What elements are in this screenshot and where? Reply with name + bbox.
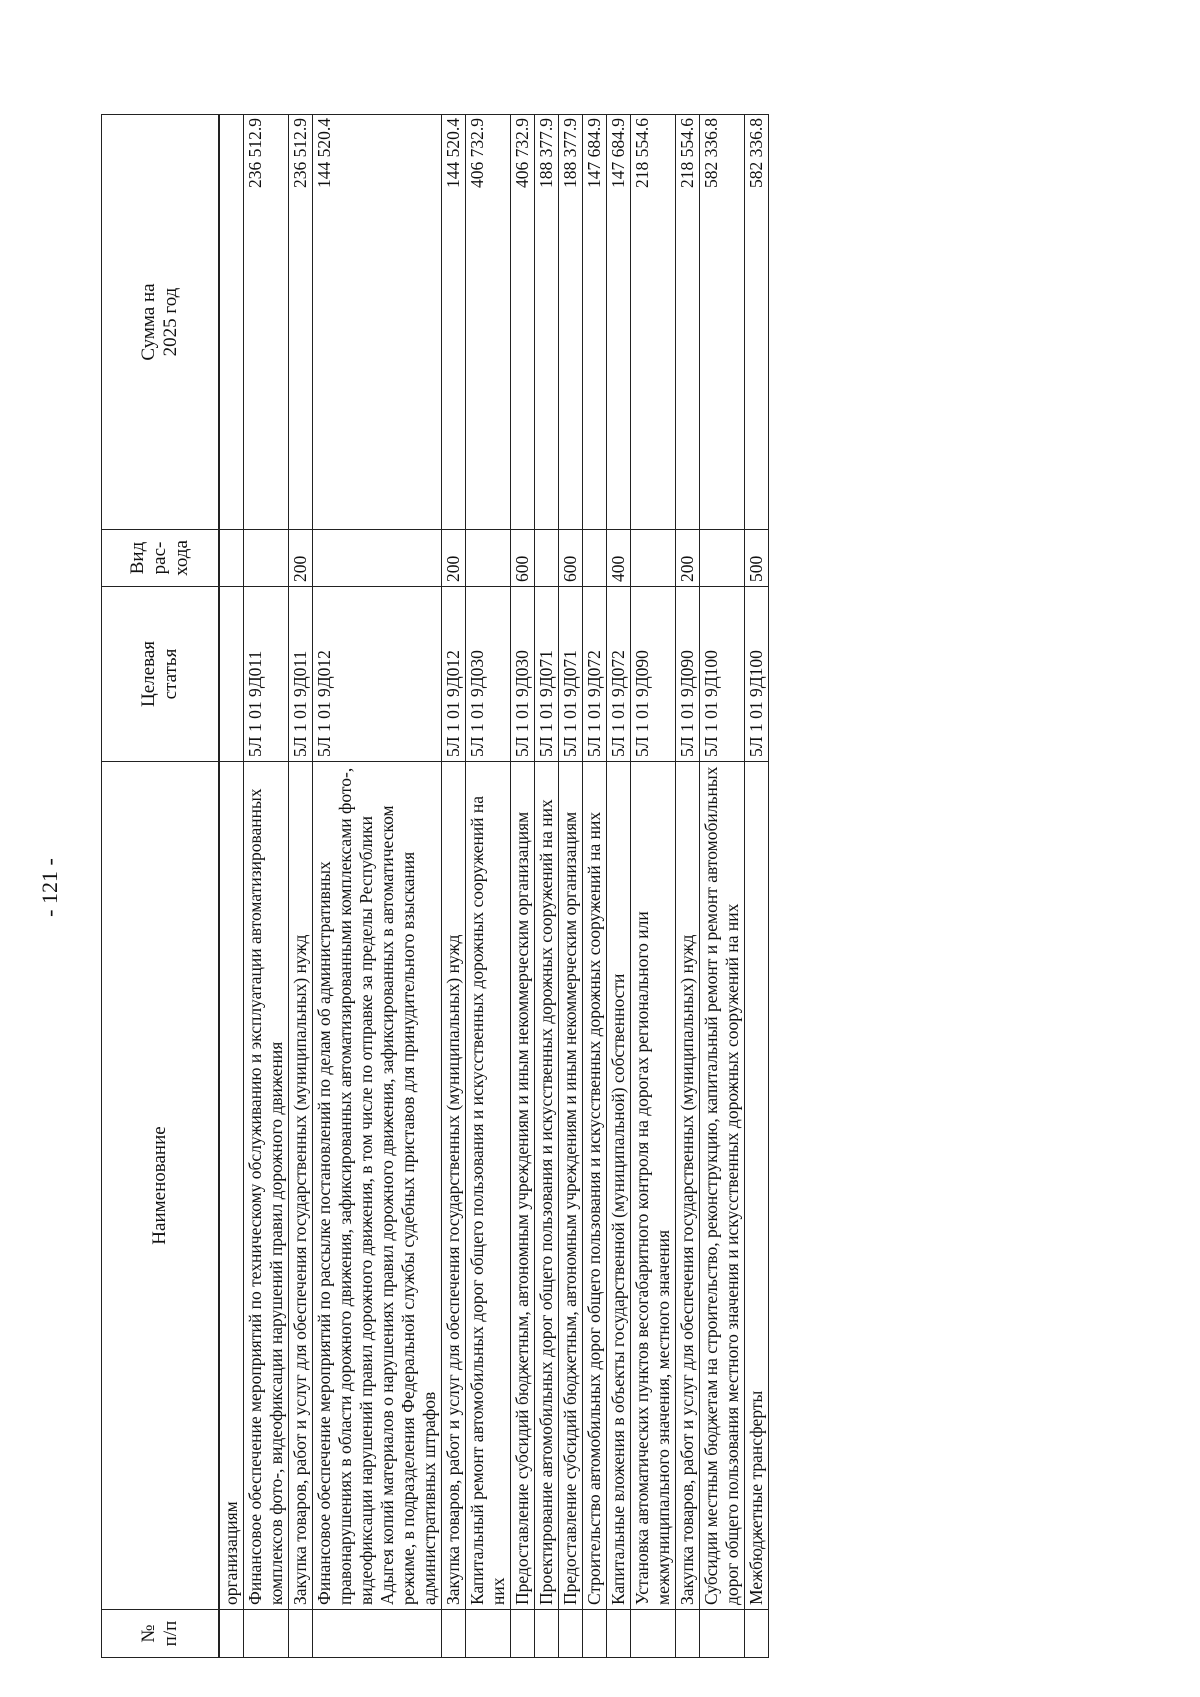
row-sum-2025: 406 732.9 <box>466 115 511 530</box>
row-name: Межбюджетные трансферты <box>745 762 769 1610</box>
row-sum-2025: 144 520.4 <box>442 115 466 530</box>
row-number <box>289 1610 313 1658</box>
row-target-article: 5Л 1 01 9Д090 <box>631 587 676 762</box>
header-line: рас- <box>149 541 170 575</box>
row-sum-2025: 236 512.9 <box>289 115 313 530</box>
row-sum-2025 <box>219 115 244 530</box>
header-line: п/п <box>160 1620 181 1647</box>
row-name: Финансовое обеспечение мероприятий по рассылке постановлений по делам об административных правонарушениях в области дорожного движения, зафиксированных автоматизированными комплексами фото-, видеофиксации нарушений правил дорожного движения, в том числе по отправке за пределы Республики Адыгея копий материалов о нарушениях правил дорожного движения, зафиксированных в автоматическом режиме, в подразделения Федеральной службы судебных приставов для принудительного взыскания административных штрафов <box>313 762 442 1610</box>
row-expense-kind <box>466 530 511 587</box>
row-number <box>466 1610 511 1658</box>
row-number <box>676 1610 700 1658</box>
row-name: Строительство автомобильных дорог общего пользования и искусственных дорожных сооружений на них <box>583 762 607 1610</box>
row-expense-kind: 200 <box>676 530 700 587</box>
row-name: Закупка товаров, работ и услуг для обеспечения государственных (муниципальных) нужд <box>676 762 700 1610</box>
row-expense-kind <box>244 530 289 587</box>
row-name: Закупка товаров, работ и услуг для обеспечения государственных (муниципальных) нужд <box>442 762 466 1610</box>
row-target-article: 5Л 1 01 9Д030 <box>466 587 511 762</box>
row-target-article: 5Л 1 01 9Д090 <box>676 587 700 762</box>
header-name <box>102 762 220 1610</box>
table-row <box>442 115 466 1658</box>
row-sum-2025: 144 520.4 <box>313 115 442 530</box>
row-number <box>219 1610 244 1658</box>
header-line: Наименование <box>149 1126 170 1245</box>
row-target-article: 5Л 1 01 9Д071 <box>559 587 583 762</box>
header-line: Сумма на <box>138 283 159 361</box>
row-name: Капитальный ремонт автомобильных дорог общего пользования и искусственных дорожных сооружений на них <box>466 762 511 1610</box>
row-expense-kind <box>313 530 442 587</box>
table-row <box>745 115 769 1658</box>
row-number <box>559 1610 583 1658</box>
budget-table <box>101 114 769 1658</box>
row-expense-kind <box>700 530 745 587</box>
table-row <box>583 115 607 1658</box>
row-expense-kind: 500 <box>745 530 769 587</box>
row-name: Предоставление субсидий бюджетным, автономным учреждениям и иным некоммерческим организациям <box>559 762 583 1610</box>
row-sum-2025: 218 554.6 <box>631 115 676 530</box>
row-name: Установка автоматических пунктов весогабаритного контроля на дорогах регионального или межмуниципального значения, местного значения <box>631 762 676 1610</box>
table-row <box>313 115 442 1658</box>
row-sum-2025: 147 684.9 <box>607 115 631 530</box>
header-line: Целевая <box>138 641 159 707</box>
table-row <box>289 115 313 1658</box>
row-name: Предоставление субсидий бюджетным, автономным учреждениям и иным некоммерческим организациям <box>511 762 535 1610</box>
table-row <box>219 115 244 1658</box>
row-sum-2025: 188 377.9 <box>535 115 559 530</box>
header-line: № <box>138 1624 159 1643</box>
row-sum-2025: 406 732.9 <box>511 115 535 530</box>
row-number <box>583 1610 607 1658</box>
row-number <box>313 1610 442 1658</box>
row-name: Финансовое обеспечение мероприятий по техническому обслуживанию и эксплуатации автоматизированных комплексов фото-, видеофиксации нарушений правил дорожного движения <box>244 762 289 1610</box>
table-row <box>559 115 583 1658</box>
table-row <box>631 115 676 1658</box>
header-line: Вид <box>127 541 148 575</box>
row-number <box>631 1610 676 1658</box>
header-line: статья <box>160 648 181 700</box>
rotated-page-content <box>35 110 1125 1665</box>
row-target-article: 5Л 1 01 9Д100 <box>745 587 769 762</box>
row-sum-2025: 582 336.8 <box>745 115 769 530</box>
row-target-article <box>219 587 244 762</box>
table-row <box>244 115 289 1658</box>
header-sum <box>102 115 220 530</box>
row-name: Капитальные вложения в объекты государственной (муниципальной) собственности <box>607 762 631 1610</box>
row-expense-kind: 600 <box>559 530 583 587</box>
row-sum-2025: 582 336.8 <box>700 115 745 530</box>
table-row <box>535 115 559 1658</box>
row-sum-2025: 147 684.9 <box>583 115 607 530</box>
row-expense-kind: 200 <box>289 530 313 587</box>
header-num <box>102 1610 220 1658</box>
row-target-article: 5Л 1 01 9Д030 <box>511 587 535 762</box>
table-row <box>511 115 535 1658</box>
row-target-article: 5Л 1 01 9Д072 <box>583 587 607 762</box>
row-target-article: 5Л 1 01 9Д011 <box>289 587 313 762</box>
row-expense-kind <box>583 530 607 587</box>
row-number <box>607 1610 631 1658</box>
table-row <box>607 115 631 1658</box>
row-target-article: 5Л 1 01 9Д072 <box>607 587 631 762</box>
row-target-article: 5Л 1 01 9Д100 <box>700 587 745 762</box>
row-number <box>511 1610 535 1658</box>
row-number <box>244 1610 289 1658</box>
row-expense-kind: 400 <box>607 530 631 587</box>
header-line: 2025 год <box>160 287 181 357</box>
row-target-article: 5Л 1 01 9Д071 <box>535 587 559 762</box>
row-expense-kind <box>219 530 244 587</box>
row-sum-2025: 188 377.9 <box>559 115 583 530</box>
row-expense-kind <box>631 530 676 587</box>
row-expense-kind: 200 <box>442 530 466 587</box>
table-row <box>676 115 700 1658</box>
row-target-article: 5Л 1 01 9Д011 <box>244 587 289 762</box>
table-row <box>700 115 745 1658</box>
row-name: Субсидии местным бюджетам на строительство, реконструкцию, капитальный ремонт и ремонт автомобильных дорог общего пользования местного значения и искусственных дорожных сооружений на них <box>700 762 745 1610</box>
row-expense-kind: 600 <box>511 530 535 587</box>
table-body <box>219 115 769 1658</box>
row-sum-2025: 218 554.6 <box>676 115 700 530</box>
header-kind <box>102 530 220 587</box>
row-number <box>535 1610 559 1658</box>
row-target-article: 5Л 1 01 9Д012 <box>442 587 466 762</box>
row-target-article: 5Л 1 01 9Д012 <box>313 587 442 762</box>
row-number <box>700 1610 745 1658</box>
row-expense-kind <box>535 530 559 587</box>
row-number <box>745 1610 769 1658</box>
table-header <box>102 115 220 1658</box>
table-row <box>466 115 511 1658</box>
row-name: Проектирование автомобильных дорог общего пользования и искусственных дорожных сооружений на них <box>535 762 559 1610</box>
row-name: организациям <box>219 762 244 1610</box>
header-line: хода <box>171 540 192 576</box>
row-name: Закупка товаров, работ и услуг для обеспечения государственных (муниципальных) нужд <box>289 762 313 1610</box>
row-number <box>442 1610 466 1658</box>
header-target <box>102 587 220 762</box>
row-sum-2025: 236 512.9 <box>244 115 289 530</box>
page-number: - 121 - <box>37 858 62 917</box>
